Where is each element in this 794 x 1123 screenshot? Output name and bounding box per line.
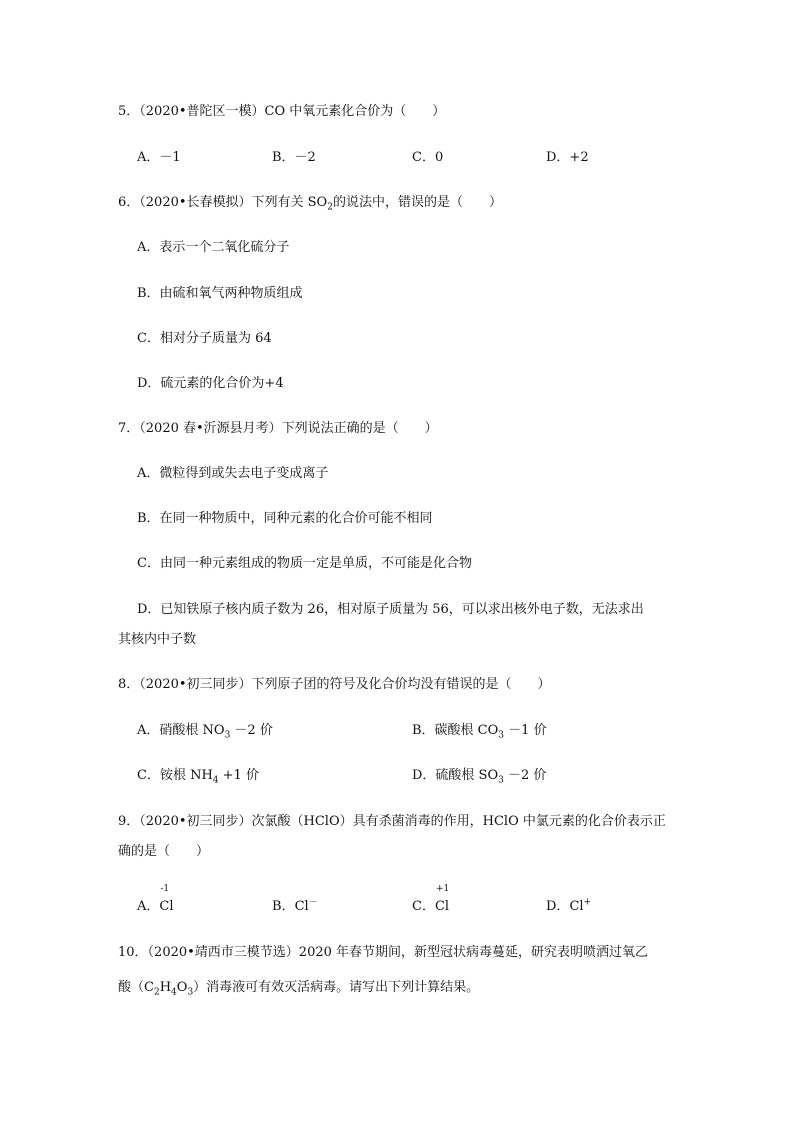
question-7-option-b: B．在同一种物质中，同种元素的化合价可能不相同 <box>137 511 433 526</box>
question-9-stem-line1: 9．（2020•初三同步）次氯酸（HClO）具有杀菌消毒的作用，HClO 中氯元素的化合价表示正 <box>118 814 666 829</box>
question-6-option-c: C．相对分子质量为 64 <box>137 331 272 346</box>
question-9-option-a: A． -1 Cl <box>137 884 174 914</box>
question-9-option-c: C． +1 Cl <box>412 884 450 914</box>
question-6-option-d: D．硫元素的化合价为+4 <box>137 376 284 391</box>
valence-label: -1 <box>160 884 170 894</box>
valence-label: +1 <box>435 884 450 894</box>
question-6-option-b: B．由硫和氧气两种物质组成 <box>137 286 303 301</box>
question-10-stem-line2: 酸$(C_2H_4O_3)$消毒液可有效灭活病毒。请写出下列计算结果。 <box>118 980 480 998</box>
question-8-options-row2 <box>0 767 794 785</box>
question-5-option-b: B．－2 <box>272 150 316 165</box>
question-9-stem-line2: 确的是（ ） <box>118 844 210 859</box>
question-6-stem: 6．（2020•长春模拟）下列有关 $SO_2$的说法中，错误的是（ ） <box>118 195 502 213</box>
question-5-option-a: A．－1 <box>137 150 181 165</box>
question-5-option-c: C．0 <box>412 150 444 165</box>
question-7-option-a: A．微粒得到或失去电子变成离子 <box>137 466 329 481</box>
question-9-options <box>0 884 794 916</box>
question-9-option-d: D．Cl+ <box>546 897 592 914</box>
question-7-option-c: C．由同一种元素组成的物质一定是单质，不可能是化合物 <box>137 556 472 571</box>
question-9-option-b: B．Cl－ <box>272 897 318 914</box>
question-8-stem: 8．（2020•初三同步）下列原子团的符号及化合价均没有错误的是（ ） <box>118 677 551 692</box>
question-8-option-c: C．铵根 $NH_4 +1$ 价 <box>137 768 259 786</box>
question-7-stem: 7．（2020 春•沂源县月考）下列说法正确的是（ ） <box>118 421 438 436</box>
question-10-stem-line1: 10．（2020•靖西市三模节选）2020 年春节期间，新型冠状病毒蔓延，研究表明喷洒过氧乙 <box>118 945 649 960</box>
question-7-option-d-line2: 其核内中子数 <box>118 632 197 647</box>
question-8-options-row1 <box>0 722 794 740</box>
question-5-stem: 5．（2020•普陀区一模）CO 中氧元素化合价为（ ） <box>118 104 446 119</box>
question-5-option-d: D．+2 <box>546 150 589 165</box>
question-7-option-d-line1: D．已知铁原子核内质子数为 26，相对原子质量为 56，可以求出核外电子数，无法求出 <box>137 602 644 617</box>
question-8-option-b: B．碳酸根 $CO_3 -1$ 价 <box>412 723 547 741</box>
question-8-option-d: D．硫酸根 $SO_3 -2$ 价 <box>412 768 547 786</box>
question-8-option-a: A．硝酸根 $NO_3 -2$ 价 <box>137 723 273 741</box>
question-6-option-a: A．表示一个二氧化硫分子 <box>137 240 290 255</box>
question-5-options <box>0 149 794 167</box>
